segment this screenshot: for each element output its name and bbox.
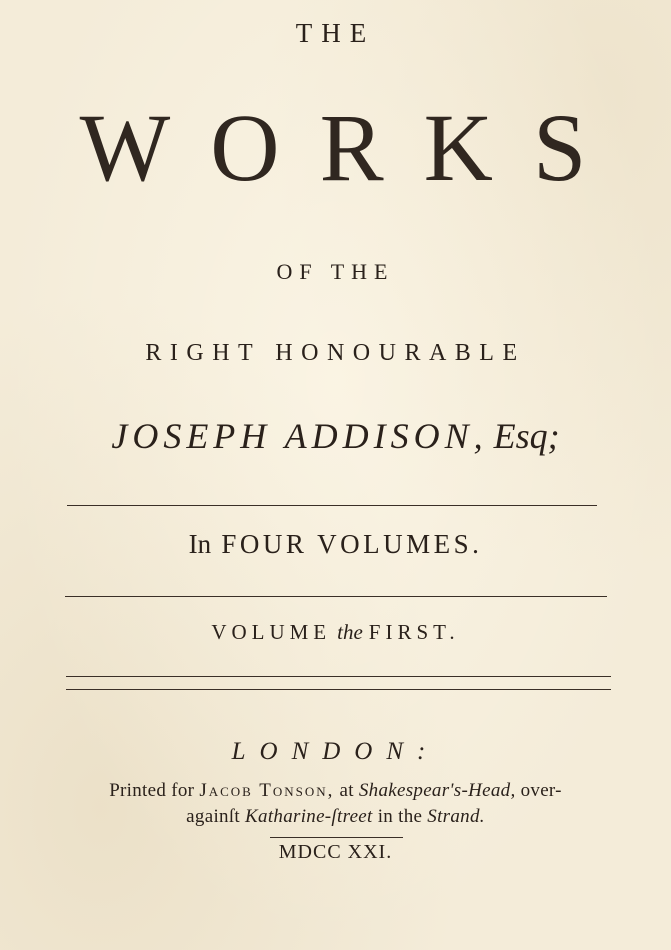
rule-4 (66, 689, 611, 690)
volumes-line (0, 529, 671, 560)
title-right-honourable: RIGHT HONOURABLE (145, 340, 526, 366)
imprint-shop: Shakespear's-Head, (358, 780, 516, 801)
imprint-against: againſt (186, 806, 240, 827)
imprint-street: Katharine-ſtreet (245, 806, 373, 827)
rule-3 (66, 676, 611, 677)
author-line (0, 415, 671, 457)
title-of-the: OF THE (276, 259, 395, 284)
date-rule (270, 837, 403, 838)
imprint-line-2 (0, 806, 671, 828)
author-name: JOSEPH ADDISON, (111, 416, 488, 456)
place-london: LONDON: (231, 738, 440, 765)
rule-2 (65, 596, 607, 597)
imprint-date: MDCC XXI. (278, 841, 393, 863)
author-suffix: Esq; (493, 416, 560, 456)
title-the: THE (295, 18, 376, 48)
imprint-over: over- (520, 780, 562, 801)
imprint-strand: Strand. (427, 806, 485, 827)
volumes-prefix: In (188, 529, 212, 559)
volumes-text: FOUR VOLUMES. (221, 529, 483, 559)
title-works: WORKS (79, 94, 627, 201)
imprint-at: at (339, 780, 354, 801)
imprint-in-the: in the (377, 806, 423, 827)
imprint-printer: Jacob Tonson, (199, 780, 335, 801)
volume-ordinal: FIRST. (368, 620, 460, 644)
rule-1 (67, 505, 597, 506)
imprint-printed-for: Printed for (109, 780, 195, 801)
volume-the: the (337, 620, 363, 644)
imprint-line-1 (0, 780, 671, 802)
volume-first-line (0, 620, 671, 645)
volume-word: VOLUME (211, 620, 332, 644)
